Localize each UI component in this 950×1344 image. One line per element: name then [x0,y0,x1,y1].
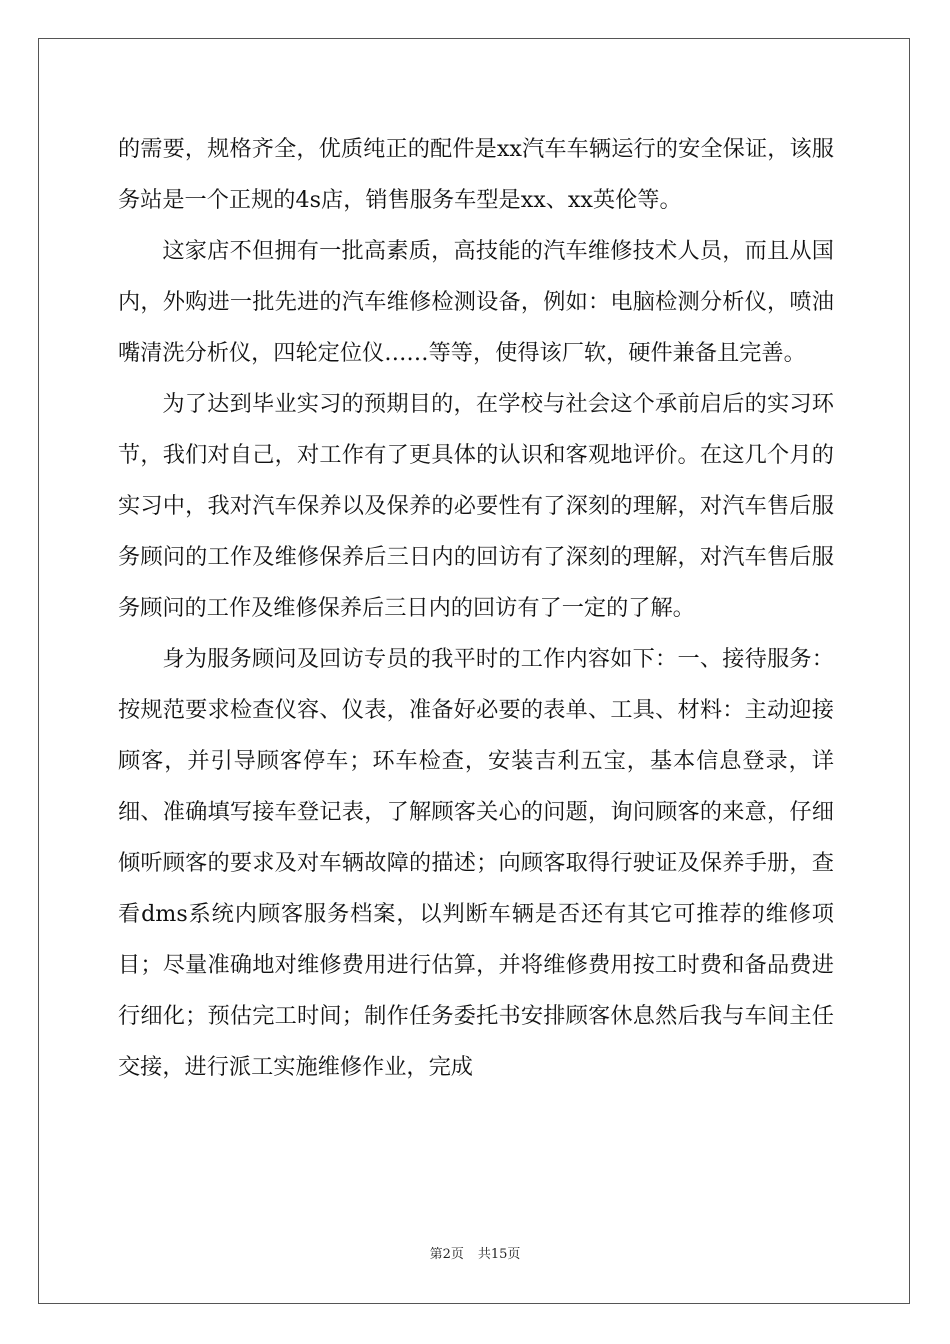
paragraph-2: 这家店不但拥有一批高素质，高技能的汽车维修技术人员，而且从国内，外购进一批先进的汽车维修检测设备，例如：电脑检测分析仪，喷油嘴清洗分析仪，四轮定位仪……等等，使得该厂软，硬件兼备且完善。 [118,238,834,366]
page-footer [0,1243,950,1262]
document-body [118,124,834,1093]
page-number: 第2页 [429,1247,464,1262]
paragraph-4: 身为服务顾问及回访专员的我平时的工作内容如下：一、接待服务：按规范要求检查仪容、仪表，准备好必要的表单、工具、材料：主动迎接顾客，并引导顾客停车；环车检查，安装吉利五宝，基本信息登录，详细、准确填写接车登记表，了解顾客关心的问题，询问顾客的来意，仔细倾听顾客的要求及对车辆故障的描述；向顾客取得行驶证及保养手册，查看dms系统内顾客服务档案，以判断车辆是否还有其它可推荐的维修项目；尽量准确地对维修费用进行估算，并将维修费用按工时费和备品费进行细化；预估完工时间；制作任务委托书安排顾客休息然后我与车间主任交接，进行派工实施维修作业，完成 [118,646,834,1080]
paragraph-1: 的需要，规格齐全，优质纯正的配件是xx汽车车辆运行的安全保证，该服务站是一个正规的4s店，销售服务车型是xx、xx英伦等。 [118,136,834,213]
paragraph-3: 为了达到毕业实习的预期目的，在学校与社会这个承前启后的实习环节，我们对自己，对工作有了更具体的认识和客观地评价。在这几个月的实习中，我对汽车保养以及保养的必要性有了深刻的理解，对汽车售后服务顾问的工作及维修保养后三日内的回访有了深刻的理解，对汽车售后服务顾问的工作及维修保养后三日内的回访有了一定的了解。 [118,391,834,621]
page-total: 共15页 [477,1247,521,1262]
